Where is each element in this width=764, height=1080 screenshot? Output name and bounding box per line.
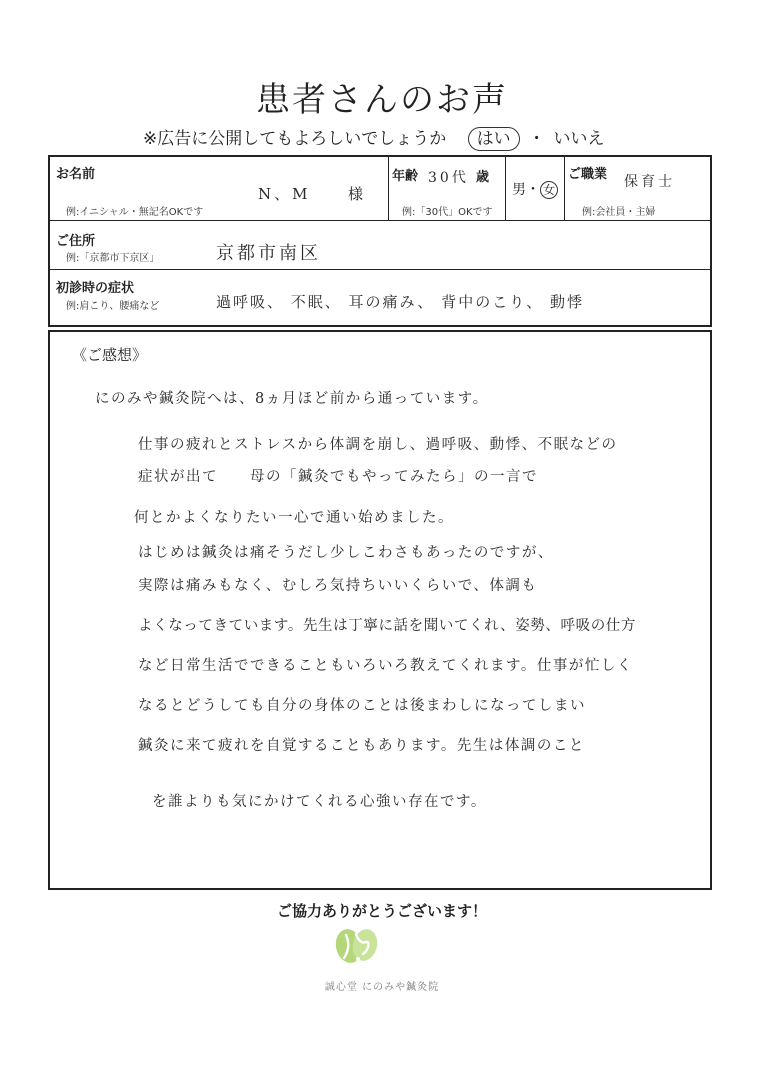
address-label: ご住所 xyxy=(56,234,96,249)
col-divider xyxy=(388,157,389,220)
occupation-value: 保育士 xyxy=(624,174,675,190)
occupation-example: 例:会社員・主婦 xyxy=(582,207,656,218)
thanks-message: ご協力ありがとうございます！ xyxy=(276,902,487,920)
page-title: 患者さんのお声 xyxy=(256,80,508,120)
gender-field xyxy=(512,179,558,199)
impression-line: 実際は痛みもなく、むしろ気持ちいいくらいで、体調も xyxy=(138,578,538,594)
impressions-title: 《ご感想》 xyxy=(72,346,148,364)
occupation-label: ご職業 xyxy=(568,167,608,182)
symptoms-example: 例:肩こり、腰痛など xyxy=(66,301,160,312)
row-divider xyxy=(50,269,710,270)
patient-info-form xyxy=(48,155,712,327)
impression-line: など日常生活でできることもいろいろ教えてくれます。仕事が忙しく xyxy=(138,658,633,674)
consent-separator: ・ xyxy=(528,129,546,149)
symptoms-label: 初診時の症状 xyxy=(56,281,135,296)
address-value: 京都市南区 xyxy=(216,243,321,264)
impression-line: はじめは鍼灸は痛そうだし少しこわさもあったのですが、 xyxy=(138,545,554,561)
name-value: N、M xyxy=(258,185,311,203)
name-honorific: 様 xyxy=(348,185,364,203)
name-example: 例:イニシャル・無記名OKです xyxy=(66,207,204,218)
gender-separator: ・ xyxy=(526,182,540,198)
impression-line: を誰よりも気にかけてくれる心強い存在です。 xyxy=(152,794,487,810)
impression-line: 鍼灸に来て疲れを自覚することもあります。先生は体調のこと xyxy=(138,738,585,754)
age-value: 30代 xyxy=(428,170,469,186)
clinic-logo-icon xyxy=(332,920,380,968)
impression-line: 仕事の疲れとストレスから体調を崩し、過呼吸、動悸、不眠などの xyxy=(138,437,618,453)
gender-male: 男 xyxy=(512,182,526,198)
ad-consent-row xyxy=(143,124,604,151)
impression-line: よくなってきています。先生は丁寧に話を聞いてくれ、姿勢、呼吸の仕方 xyxy=(138,618,637,634)
row-divider xyxy=(50,220,710,221)
symptoms-value: 過呼吸、 不眠、 耳の痛み、 背中のこり、 動悸 xyxy=(216,293,584,311)
impression-line: なるとどうしても自分の身体のことは後まわしになってしまい xyxy=(138,698,586,714)
clinic-name: 誠心堂 にのみや鍼灸院 xyxy=(324,982,440,993)
gender-female-circled: 女 xyxy=(540,181,558,199)
col-divider xyxy=(505,157,506,220)
consent-yes-circled: はい xyxy=(468,127,520,151)
impression-line: 何とかよくなりたい一心で通い始めました。 xyxy=(134,510,454,526)
address-example: 例:「京都市下京区」 xyxy=(66,253,160,264)
age-label: 年齢 xyxy=(392,169,419,184)
col-divider xyxy=(564,157,565,220)
name-label: お名前 xyxy=(56,167,96,182)
age-example: 例:「30代」OKです xyxy=(402,207,493,218)
age-unit: 歳 xyxy=(476,170,490,185)
consent-question: ※広告に公開してもよろしいでしょうか xyxy=(143,129,447,149)
impression-line: にのみや鍼灸院へは、8ヵ月ほど前から通っています。 xyxy=(95,391,489,407)
consent-no: いいえ xyxy=(553,129,605,149)
impression-line: 症状が出て 母の「鍼灸でもやってみたら」の一言で xyxy=(138,469,538,485)
